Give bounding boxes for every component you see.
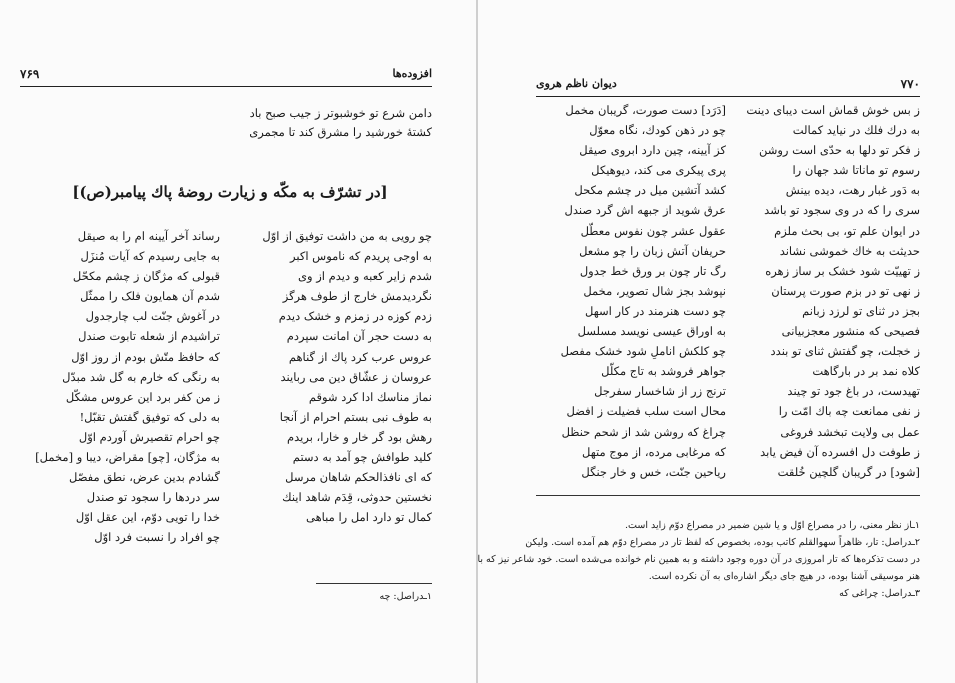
verse-line: به مژگان، [چو] مقراض، دیبا و [مخمل] xyxy=(35,450,220,465)
verse-line: ز فکر تو دلها به حدّی است روشن xyxy=(758,143,920,158)
verse-line: سری را که در وی سجود تو باشد xyxy=(764,203,920,218)
verse-line: به درك فلك در نیاید کمالت xyxy=(792,123,920,138)
verse-line: نگردیدمش خارج از طوف هرگز xyxy=(282,289,432,304)
verse-line: ز تهییّت شود خشک بر ساز زهره xyxy=(765,263,920,278)
verse-line: [دَرَد] دست صورت، گریبان مخمل xyxy=(565,103,726,117)
verse-line: عرق شوید از جبهه اش گرد صندل xyxy=(564,203,726,218)
poem-column-right xyxy=(238,226,432,527)
verse-line: ز خجلت، چو گفتش ثنای تو بندد xyxy=(770,344,920,359)
verse-line: عمل بی ولایت تبخشد فروغی xyxy=(780,424,920,439)
verse-line: سر دردها را سجود تو صندل xyxy=(86,490,220,505)
verse-line: کلید طوافش چو آمد به دستم xyxy=(292,450,432,465)
intro-couplet xyxy=(150,104,432,142)
footnote-line: در دست تذکره‌ها که تار امروزی در آن دوره وجود داشته و به همین نام خوانده می‌شده است. خود شاعر نیز که با xyxy=(477,554,920,565)
verse-line: ز من کفر برد این عروس مشکّل xyxy=(65,389,220,404)
verse-line: [شود] در گریبان گلچین خُلقت xyxy=(777,464,920,479)
verse-line: رساند آخر آیینه ام را به صیقل xyxy=(77,229,220,243)
page-header xyxy=(536,77,920,97)
verse-line: حدیثت به خاك خموشی نشاند xyxy=(779,243,920,258)
footnote-line: هنر موسیقی آشنا بوده، در هیچ جای دیگر اشاره‌ای به آن نکرده است. xyxy=(648,571,920,582)
verse-line: شدم آن همایون فلک را ممثّل xyxy=(80,289,220,304)
verse-line: ز نفی ممانعت چه باك امّت را xyxy=(778,404,920,419)
verse-line: بجز در ثنای تو لرزد زبانم xyxy=(802,303,920,318)
verse-line: حریفان آتش زبان را چو مشعل xyxy=(579,243,726,258)
verse-line: محال است سلب فضیلت ز افضل xyxy=(566,404,726,419)
verse-line: عروس عرب کرد پاك از گناهم xyxy=(288,349,432,364)
verse-line: شدم زایر کعبه و دیدم از وی xyxy=(297,269,432,284)
verse-line: به رنگی که خارم به گل شد مبدّل xyxy=(62,369,220,384)
verse-line: در آغوش جنّت لب چارجدول xyxy=(85,309,220,324)
left-page xyxy=(0,0,476,683)
section-title: [در تشرّف به مکّه و زیارت روضهٔ پاك پیامبر(ص)] xyxy=(72,183,388,201)
verse-line: جواهر فروشد به تاج مکلّل xyxy=(601,364,726,379)
verse-line: زدم کوزه در زمزم و خشک دیدم xyxy=(278,309,432,324)
footnotes xyxy=(232,588,432,605)
footnote-line: ۲ـدراصل: تار، ظاهراً سهوالقلم کاتب بوده، بخصوص که لفظ تار در مصراع دوّم هم آمده است. ولیکن xyxy=(525,537,920,548)
verse-line: به دلی که توفیق گفتش تقبّل! xyxy=(79,409,220,424)
verse-line: ریاحین جنّت، خس و خار جنگل xyxy=(581,464,726,479)
verse-line: چو رویی به من داشت توفیق از اوّل xyxy=(262,229,432,243)
verse-line: کز آیینه، چین دارد ابروی صیقل xyxy=(579,143,726,158)
header-rule xyxy=(20,86,432,87)
verse-line: چو دست هنرمند در کار اسهل xyxy=(585,303,726,318)
verse-line: کلاه نمد بر در بارگاهت xyxy=(812,364,920,379)
verse-line: نخستین حدوثی، قِدَم شاهد اینك xyxy=(282,490,432,505)
verse-line: پری پیکری می کند، دیوهیکل xyxy=(591,163,726,178)
verse-line: به دست حجر آن امانت سپردم xyxy=(286,329,432,344)
verse-line: ز طوفت دل افسرده آن فیض یابد xyxy=(760,444,920,459)
verse-line: قبولی که مژگان ز چشم مکحّل xyxy=(72,269,220,284)
running-title: دیوان ناظم هروی xyxy=(536,77,617,90)
verse-line: به دَور غبار رهت، دیده بینش xyxy=(785,183,920,198)
verse-line: فصیحی که منشور معجزبیانی xyxy=(781,324,920,339)
verse-line: گشادم بدین عرض، نطق مفصّل xyxy=(69,470,220,485)
verse-line: که حافظ متّش بودم از روز اوّل xyxy=(71,349,220,364)
footnotes xyxy=(477,517,920,602)
verse-line: به اوراق عیسی نویسد مسلسل xyxy=(577,324,726,339)
footnote-line: ۱ـدراصل: چه xyxy=(379,591,432,602)
footnote-rule xyxy=(316,583,432,584)
page-number: ۷۷۰ xyxy=(900,77,920,91)
right-page xyxy=(478,0,955,683)
verse-line: که مرغابی مرده، از موج متهل xyxy=(581,444,726,459)
poem-column-left xyxy=(536,100,726,482)
verse-line: ترنج زر از شاخسار سفرجل xyxy=(594,384,726,399)
verse-line: چو احرام تقصیرش آوردم اوّل xyxy=(78,429,220,444)
verse-line: چو کلکش اناملِ شود خشک مفصل xyxy=(560,344,726,359)
running-title: افزوده‌ها xyxy=(392,67,432,80)
verse-line: چو در ذهن کودك، نگاه معوّل xyxy=(589,123,726,138)
verse-line: چو افراد را نسبت فرد اوّل xyxy=(94,530,220,545)
verse-line: خدا را تویی دوّم، این عقل اوّل xyxy=(75,510,220,525)
poem-column-left xyxy=(22,226,220,548)
header-rule xyxy=(536,96,920,97)
verse-line: به طوف نبی بستم احرام از آنجا xyxy=(279,409,432,424)
verse-line: عروسان ز عشّاق دین می ربایند xyxy=(280,369,432,384)
footnote-line: ۱ـاز نظر معنی، را در مصراع اوّل و یا شین ضمیر در مصراع دوّم زاید است. xyxy=(625,520,920,531)
page-number: ۷۶۹ xyxy=(20,67,40,81)
verse-line: ز نهی تو در بزم صورت پرستان xyxy=(771,283,920,298)
intro-line: دامن شرع تو خوشبوتر ز جیب صبح باد xyxy=(249,106,432,120)
verse-line: ز بس خوش قماش است دیبای دینت xyxy=(746,103,920,117)
page-header xyxy=(20,67,432,87)
verse-line: به جایی رسیدم که آیات مُنزَل xyxy=(80,249,220,264)
verse-line: کشد آتشین میل در چشم مکحل xyxy=(574,183,726,198)
verse-line: در ایوان علم تو، بی بحث ملزم xyxy=(774,223,920,238)
footnote-line: ۳ـدراصل: چراغی که xyxy=(839,588,920,599)
verse-line: نپوشد بجز شال تصویر، مخمل xyxy=(583,283,726,298)
verse-line: تهیدست، در باغ جود تو چیند xyxy=(787,384,920,399)
verse-line: به اوجی پریدم که ناموس اکبر xyxy=(290,249,432,264)
verse-line: رگ تار چون بر ورق خط جدول xyxy=(579,263,726,278)
footnote-rule xyxy=(536,495,920,496)
verse-line: کمال تو دارد امل را مباهی xyxy=(306,510,432,525)
verse-line: عقول عشر چون نفوس معطّل xyxy=(580,223,726,238)
verse-line: تراشیدم از شعله تابوت صندل xyxy=(78,329,220,344)
verse-line: رهش بود گر خار و خارا، بریدم xyxy=(287,429,432,444)
intro-line: کشتهٔ خورشید را مشرق کند تا مجمری xyxy=(249,125,432,139)
verse-line: چراغ که روشن شد از شحم حنظل xyxy=(561,424,726,439)
poem-column-right xyxy=(733,100,920,482)
verse-line: نماز مناسك ادا کرد شوقم xyxy=(308,389,432,404)
verse-line: که ای نافذالحکم شاهان مرسل xyxy=(285,470,432,485)
verse-line: رسوم تو ماناتا شد جهان را xyxy=(792,163,920,178)
